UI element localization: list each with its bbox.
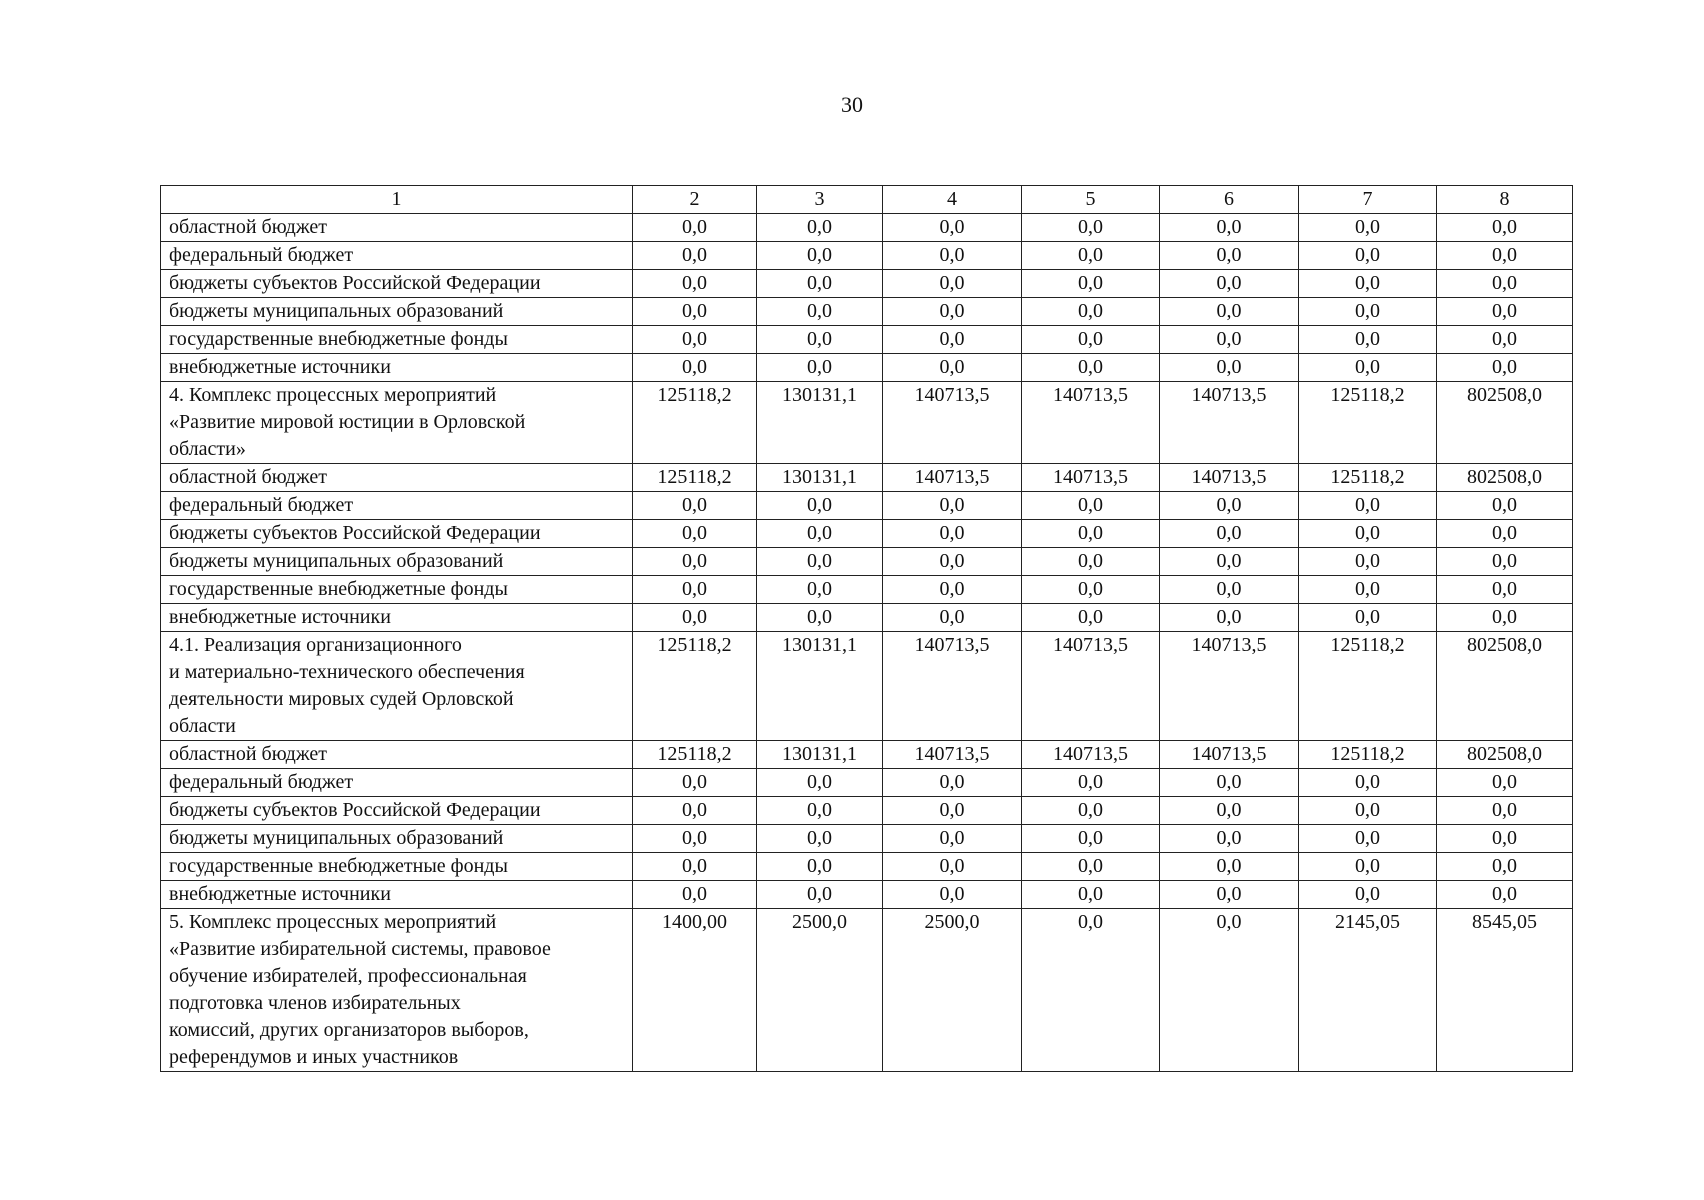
- value-cell-col-7: 0,0: [1299, 214, 1437, 242]
- row-label-line: бюджеты муниципальных образований: [169, 550, 504, 572]
- value-cell-col-4: 0,0: [883, 576, 1022, 604]
- value-cell-col-7: 0,0: [1299, 548, 1437, 576]
- table-row: [161, 741, 1573, 769]
- column-header-2: 2: [633, 186, 757, 214]
- value-cell-col-5: 0,0: [1022, 769, 1160, 797]
- value-cell-col-4: 0,0: [883, 214, 1022, 242]
- value-cell-col-6: 0,0: [1160, 298, 1299, 326]
- value-cell-col-3: 0,0: [757, 825, 883, 853]
- row-label-line: комиссий, других организаторов выборов,: [169, 1019, 529, 1041]
- value-cell-col-7: 2145,05: [1299, 909, 1437, 1072]
- value-cell-col-5: 140713,5: [1022, 632, 1160, 741]
- row-label: [161, 464, 633, 492]
- value-cell-col-8: 0,0: [1437, 326, 1573, 354]
- value-cell-col-7: 0,0: [1299, 604, 1437, 632]
- row-label: [161, 354, 633, 382]
- value-cell-col-3: 0,0: [757, 242, 883, 270]
- row-label-line: федеральный бюджет: [169, 771, 354, 793]
- table-row: [161, 382, 1573, 464]
- value-cell-col-4: 2500,0: [883, 909, 1022, 1072]
- value-cell-col-4: 0,0: [883, 881, 1022, 909]
- value-cell-col-8: 0,0: [1437, 520, 1573, 548]
- table-row: [161, 298, 1573, 326]
- value-cell-col-5: 0,0: [1022, 492, 1160, 520]
- value-cell-col-2: 1400,00: [633, 909, 757, 1072]
- value-cell-col-6: 0,0: [1160, 604, 1299, 632]
- value-cell-col-5: 0,0: [1022, 548, 1160, 576]
- value-cell-col-4: 0,0: [883, 298, 1022, 326]
- column-header-5: 5: [1022, 186, 1160, 214]
- row-label-line: внебюджетные источники: [169, 883, 391, 905]
- value-cell-col-2: 0,0: [633, 797, 757, 825]
- value-cell-col-2: 0,0: [633, 214, 757, 242]
- value-cell-col-4: 140713,5: [883, 741, 1022, 769]
- value-cell-col-5: 0,0: [1022, 576, 1160, 604]
- column-header-3: 3: [757, 186, 883, 214]
- value-cell-col-7: 0,0: [1299, 881, 1437, 909]
- column-header-8: 8: [1437, 186, 1573, 214]
- value-cell-col-8: 0,0: [1437, 769, 1573, 797]
- value-cell-col-3: 130131,1: [757, 464, 883, 492]
- value-cell-col-2: 125118,2: [633, 382, 757, 464]
- value-cell-col-6: 0,0: [1160, 909, 1299, 1072]
- value-cell-col-4: 0,0: [883, 825, 1022, 853]
- value-cell-col-7: 125118,2: [1299, 632, 1437, 741]
- table-body: [161, 214, 1573, 1072]
- column-header-6: 6: [1160, 186, 1299, 214]
- value-cell-col-5: 0,0: [1022, 797, 1160, 825]
- value-cell-col-2: 0,0: [633, 825, 757, 853]
- value-cell-col-5: 0,0: [1022, 242, 1160, 270]
- value-cell-col-4: 0,0: [883, 853, 1022, 881]
- value-cell-col-3: 0,0: [757, 270, 883, 298]
- value-cell-col-2: 0,0: [633, 354, 757, 382]
- value-cell-col-4: 0,0: [883, 492, 1022, 520]
- value-cell-col-7: 0,0: [1299, 298, 1437, 326]
- value-cell-col-7: 0,0: [1299, 270, 1437, 298]
- value-cell-col-4: 0,0: [883, 769, 1022, 797]
- table-row: [161, 909, 1573, 1072]
- column-header-7: 7: [1299, 186, 1437, 214]
- row-label: [161, 270, 633, 298]
- value-cell-col-8: 0,0: [1437, 242, 1573, 270]
- value-cell-col-2: 0,0: [633, 326, 757, 354]
- value-cell-col-7: 0,0: [1299, 797, 1437, 825]
- value-cell-col-8: 0,0: [1437, 853, 1573, 881]
- value-cell-col-4: 140713,5: [883, 382, 1022, 464]
- row-label-line: «Развитие мировой юстиции в Орловской: [169, 411, 526, 433]
- column-header-4: 4: [883, 186, 1022, 214]
- value-cell-col-6: 0,0: [1160, 492, 1299, 520]
- value-cell-col-6: 0,0: [1160, 242, 1299, 270]
- table-row: [161, 825, 1573, 853]
- value-cell-col-3: 0,0: [757, 326, 883, 354]
- table-row: [161, 214, 1573, 242]
- table-row: [161, 853, 1573, 881]
- value-cell-col-5: 0,0: [1022, 520, 1160, 548]
- row-label: [161, 382, 633, 464]
- row-label-line: бюджеты муниципальных образований: [169, 827, 504, 849]
- row-label-line: государственные внебюджетные фонды: [169, 328, 508, 350]
- row-label-line: 4. Комплекс процессных мероприятий: [169, 384, 497, 406]
- value-cell-col-3: 0,0: [757, 298, 883, 326]
- row-label-line: государственные внебюджетные фонды: [169, 578, 508, 600]
- value-cell-col-5: 0,0: [1022, 354, 1160, 382]
- value-cell-col-5: 0,0: [1022, 909, 1160, 1072]
- value-cell-col-7: 125118,2: [1299, 464, 1437, 492]
- value-cell-col-6: 0,0: [1160, 270, 1299, 298]
- value-cell-col-4: 0,0: [883, 797, 1022, 825]
- row-label: [161, 326, 633, 354]
- row-label: [161, 298, 633, 326]
- value-cell-col-6: 140713,5: [1160, 632, 1299, 741]
- row-label: [161, 741, 633, 769]
- value-cell-col-7: 0,0: [1299, 242, 1437, 270]
- value-cell-col-2: 0,0: [633, 576, 757, 604]
- table-row: [161, 520, 1573, 548]
- value-cell-col-8: 0,0: [1437, 214, 1573, 242]
- value-cell-col-8: 0,0: [1437, 797, 1573, 825]
- row-label-line: 5. Комплекс процессных мероприятий: [169, 911, 497, 933]
- value-cell-col-5: 0,0: [1022, 825, 1160, 853]
- value-cell-col-6: 0,0: [1160, 548, 1299, 576]
- table-row: [161, 797, 1573, 825]
- row-label-line: обучение избирателей, профессиональная: [169, 965, 527, 987]
- value-cell-col-5: 0,0: [1022, 604, 1160, 632]
- value-cell-col-6: 0,0: [1160, 797, 1299, 825]
- value-cell-col-8: 0,0: [1437, 354, 1573, 382]
- row-label-line: бюджеты субъектов Российской Федерации: [169, 799, 541, 821]
- value-cell-col-2: 125118,2: [633, 741, 757, 769]
- value-cell-col-8: 0,0: [1437, 270, 1573, 298]
- value-cell-col-7: 125118,2: [1299, 741, 1437, 769]
- value-cell-col-8: 0,0: [1437, 548, 1573, 576]
- row-label-line: федеральный бюджет: [169, 244, 354, 266]
- row-label: [161, 769, 633, 797]
- value-cell-col-5: 0,0: [1022, 298, 1160, 326]
- value-cell-col-6: 0,0: [1160, 881, 1299, 909]
- value-cell-col-6: 140713,5: [1160, 464, 1299, 492]
- row-label: [161, 909, 633, 1072]
- value-cell-col-6: 140713,5: [1160, 741, 1299, 769]
- value-cell-col-3: 0,0: [757, 520, 883, 548]
- value-cell-col-2: 0,0: [633, 520, 757, 548]
- table-row: [161, 354, 1573, 382]
- row-label-line: федеральный бюджет: [169, 494, 354, 516]
- row-label: [161, 881, 633, 909]
- row-label: [161, 632, 633, 741]
- value-cell-col-3: 0,0: [757, 797, 883, 825]
- value-cell-col-7: 0,0: [1299, 326, 1437, 354]
- table-row: [161, 632, 1573, 741]
- row-label-line: областной бюджет: [169, 743, 328, 765]
- table-row: [161, 464, 1573, 492]
- value-cell-col-7: 0,0: [1299, 576, 1437, 604]
- table-row: [161, 769, 1573, 797]
- value-cell-col-2: 0,0: [633, 853, 757, 881]
- value-cell-col-5: 0,0: [1022, 270, 1160, 298]
- table-row: [161, 576, 1573, 604]
- value-cell-col-8: 802508,0: [1437, 382, 1573, 464]
- row-label-line: «Развитие избирательной системы, правовое: [169, 938, 551, 960]
- row-label: [161, 604, 633, 632]
- budget-table: [160, 185, 1573, 1072]
- value-cell-col-4: 140713,5: [883, 632, 1022, 741]
- value-cell-col-5: 140713,5: [1022, 741, 1160, 769]
- row-label-line: бюджеты субъектов Российской Федерации: [169, 272, 541, 294]
- row-label: [161, 242, 633, 270]
- value-cell-col-8: 0,0: [1437, 604, 1573, 632]
- value-cell-col-4: 140713,5: [883, 464, 1022, 492]
- value-cell-col-6: 0,0: [1160, 326, 1299, 354]
- row-label-line: и материально-технического обеспечения: [169, 661, 525, 683]
- value-cell-col-6: 0,0: [1160, 214, 1299, 242]
- value-cell-col-2: 125118,2: [633, 464, 757, 492]
- value-cell-col-8: 0,0: [1437, 825, 1573, 853]
- row-label: [161, 214, 633, 242]
- table-row: [161, 548, 1573, 576]
- row-label-line: 4.1. Реализация организационного: [169, 634, 462, 656]
- value-cell-col-3: 0,0: [757, 548, 883, 576]
- table-row: [161, 326, 1573, 354]
- value-cell-col-8: 0,0: [1437, 492, 1573, 520]
- value-cell-col-8: 0,0: [1437, 881, 1573, 909]
- value-cell-col-2: 0,0: [633, 270, 757, 298]
- value-cell-col-3: 0,0: [757, 492, 883, 520]
- value-cell-col-4: 0,0: [883, 548, 1022, 576]
- value-cell-col-2: 0,0: [633, 604, 757, 632]
- row-label-line: подготовка членов избирательных: [169, 992, 461, 1014]
- row-label: [161, 548, 633, 576]
- value-cell-col-8: 8545,05: [1437, 909, 1573, 1072]
- table-row: [161, 604, 1573, 632]
- value-cell-col-4: 0,0: [883, 520, 1022, 548]
- value-cell-col-2: 0,0: [633, 548, 757, 576]
- value-cell-col-2: 0,0: [633, 492, 757, 520]
- value-cell-col-3: 0,0: [757, 576, 883, 604]
- value-cell-col-2: 0,0: [633, 298, 757, 326]
- row-label: [161, 797, 633, 825]
- value-cell-col-7: 0,0: [1299, 769, 1437, 797]
- value-cell-col-3: 0,0: [757, 881, 883, 909]
- value-cell-col-5: 0,0: [1022, 881, 1160, 909]
- row-label: [161, 853, 633, 881]
- value-cell-col-6: 0,0: [1160, 853, 1299, 881]
- value-cell-col-8: 802508,0: [1437, 741, 1573, 769]
- value-cell-col-4: 0,0: [883, 270, 1022, 298]
- row-label-line: внебюджетные источники: [169, 606, 391, 628]
- row-label-line: референдумов и иных участников: [169, 1046, 459, 1068]
- value-cell-col-3: 130131,1: [757, 632, 883, 741]
- value-cell-col-7: 0,0: [1299, 853, 1437, 881]
- value-cell-col-2: 0,0: [633, 881, 757, 909]
- value-cell-col-7: 0,0: [1299, 825, 1437, 853]
- value-cell-col-4: 0,0: [883, 326, 1022, 354]
- value-cell-col-6: 140713,5: [1160, 382, 1299, 464]
- value-cell-col-3: 0,0: [757, 214, 883, 242]
- value-cell-col-5: 140713,5: [1022, 464, 1160, 492]
- page-number: 30: [841, 92, 863, 117]
- row-label: [161, 825, 633, 853]
- table-row: [161, 242, 1573, 270]
- value-cell-col-3: 0,0: [757, 354, 883, 382]
- row-label-line: бюджеты муниципальных образований: [169, 300, 504, 322]
- value-cell-col-3: 0,0: [757, 853, 883, 881]
- row-label: [161, 520, 633, 548]
- value-cell-col-6: 0,0: [1160, 769, 1299, 797]
- value-cell-col-6: 0,0: [1160, 354, 1299, 382]
- row-label-line: бюджеты субъектов Российской Федерации: [169, 522, 541, 544]
- value-cell-col-5: 140713,5: [1022, 382, 1160, 464]
- value-cell-col-8: 0,0: [1437, 576, 1573, 604]
- value-cell-col-6: 0,0: [1160, 825, 1299, 853]
- row-label-line: области»: [169, 438, 246, 460]
- value-cell-col-4: 0,0: [883, 354, 1022, 382]
- row-label-line: деятельности мировых судей Орловской: [169, 688, 514, 710]
- table-row: [161, 270, 1573, 298]
- table-header-row: [161, 186, 1573, 214]
- value-cell-col-3: 130131,1: [757, 741, 883, 769]
- table-row: [161, 492, 1573, 520]
- row-label: [161, 576, 633, 604]
- value-cell-col-5: 0,0: [1022, 853, 1160, 881]
- value-cell-col-8: 802508,0: [1437, 464, 1573, 492]
- row-label-line: областной бюджет: [169, 466, 328, 488]
- value-cell-col-3: 0,0: [757, 604, 883, 632]
- value-cell-col-8: 0,0: [1437, 298, 1573, 326]
- row-label-line: государственные внебюджетные фонды: [169, 855, 508, 877]
- value-cell-col-5: 0,0: [1022, 214, 1160, 242]
- value-cell-col-5: 0,0: [1022, 326, 1160, 354]
- value-cell-col-7: 125118,2: [1299, 382, 1437, 464]
- table-row: [161, 881, 1573, 909]
- value-cell-col-2: 125118,2: [633, 632, 757, 741]
- value-cell-col-7: 0,0: [1299, 354, 1437, 382]
- value-cell-col-4: 0,0: [883, 604, 1022, 632]
- value-cell-col-3: 0,0: [757, 769, 883, 797]
- value-cell-col-7: 0,0: [1299, 520, 1437, 548]
- value-cell-col-4: 0,0: [883, 242, 1022, 270]
- row-label-line: внебюджетные источники: [169, 356, 391, 378]
- value-cell-col-3: 130131,1: [757, 382, 883, 464]
- row-label-line: области: [169, 715, 236, 737]
- value-cell-col-6: 0,0: [1160, 576, 1299, 604]
- value-cell-col-8: 802508,0: [1437, 632, 1573, 741]
- value-cell-col-7: 0,0: [1299, 492, 1437, 520]
- column-header-1: 1: [161, 186, 633, 214]
- row-label-line: областной бюджет: [169, 216, 328, 238]
- value-cell-col-3: 2500,0: [757, 909, 883, 1072]
- value-cell-col-6: 0,0: [1160, 520, 1299, 548]
- row-label: [161, 492, 633, 520]
- value-cell-col-2: 0,0: [633, 242, 757, 270]
- value-cell-col-2: 0,0: [633, 769, 757, 797]
